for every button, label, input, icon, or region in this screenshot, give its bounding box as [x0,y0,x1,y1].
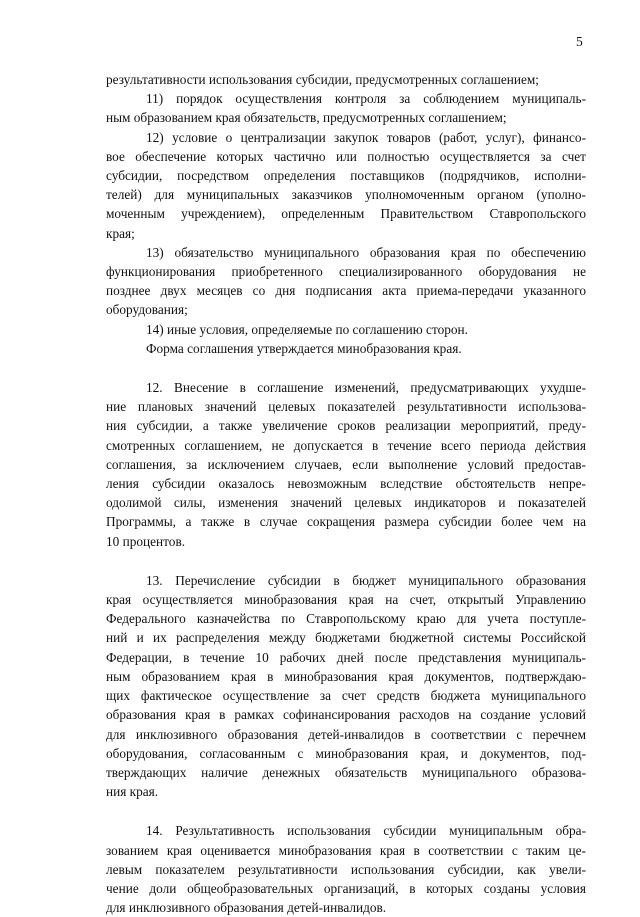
paragraph-p8 [106,821,586,917]
paragraph-p6 [106,378,586,551]
text-line: оборудования, согласованным с минобразования края, и документов, под- [106,745,586,761]
paragraph-p1 [106,89,586,127]
paragraph-p2 [106,128,586,243]
text-line: 10 процентов. [106,533,186,549]
text-line: субсидии, посредством определения поставщиков (подрядчиков, исполни- [106,168,586,184]
text-line: ние плановых значений целевых показателей результативности использова- [106,399,586,415]
document-body [106,70,586,917]
text-line: края осуществляется минобразования края на счет, открытый Управлению [106,592,586,608]
text-line: щих фактическое осуществление за счет средств бюджета муниципального [106,688,586,704]
text-line: ления субсидии оказалось невозможным вследствие обстоятельств непре- [106,476,586,492]
text-line: одолимой силы, изменения значений целевых индикаторов и показателей [106,495,586,511]
page-number: 5 [576,34,583,49]
text-line: Форма соглашения утверждается минобразования края. [146,340,462,356]
text-line: смотренных соглашением, не допускается в течение всего периода действия [106,437,586,453]
text-line: ния края. [106,784,159,800]
paragraph-p0 [106,70,586,89]
text-line: Программы, а также в случае сокращения размера субсидии более чем на [106,514,586,530]
paragraph-spacer [106,801,586,821]
paragraph-p5 [106,339,586,358]
text-line: моченным учреждением), определенным Правительством Ставропольского [106,206,586,222]
text-line: 12. Внесение в соглашение изменений, предусматривающих ухудше- [146,380,586,396]
text-line: функционирования приобретенного специализированного оборудования не [106,264,586,280]
text-line: 13) обязательство муниципального образования края по обеспечению [146,244,586,260]
text-line: ния субсидии, а также увеличение сроков реализации мероприятий, преду- [106,418,586,434]
text-line: ным образованием края обязательств, предусмотренных соглашением; [106,110,507,126]
text-line: ным образованием края в минобразования края документов, подтверждаю- [106,668,586,684]
text-line: оборудования; [106,302,188,318]
text-line: 14. Результативность использования субсидии муниципальным обра- [146,823,586,839]
text-line: зованием края оценивается минобразования края в соответствии с таким це- [106,842,586,858]
paragraph-p4 [106,320,586,339]
text-line: 12) условие о централизации закупок товаров (работ, услуг), финансо- [146,129,586,145]
paragraph-p7 [106,571,586,801]
text-line: Федерального казначейства по Ставропольскому краю для учета поступле- [106,611,586,627]
text-line: края; [106,225,135,241]
text-line: для инклюзивного образования детей-инвалидов. [106,900,387,916]
paragraph-spacer [106,551,586,571]
text-line: соглашения, за исключением случаев, если выполнение условий предостав- [106,456,586,472]
text-line: тверждающих наличие денежных обязательств муниципального образова- [106,764,586,780]
text-line: Федерации, в течение 10 рабочих дней после представления муниципаль- [106,649,586,665]
text-line: результативности использования субсидии, предусмотренных соглашением; [106,72,539,87]
text-line: ний и их распределения между бюджетами бюджетной системы Российской [106,630,586,646]
text-line: чение доли общеобразовательных организаций, в которых созданы условия [106,880,586,896]
text-line: 13. Перечисление субсидии в бюджет муниципального образования [146,572,586,588]
text-line: левым показателем результативности использования субсидии, как увели- [106,861,586,877]
text-line: образования края в рамках софинансирования расходов на создание условий [106,707,586,723]
text-line: вое обеспечение которых частично или полностью осуществляется за счет [106,148,586,164]
text-line: 11) порядок осуществления контроля за соблюдением муниципаль- [146,91,586,107]
text-line: 14) иные условия, определяемые по соглашению сторон. [146,321,468,337]
paragraph-spacer [106,358,586,378]
text-line: позднее двух месяцев со дня подписания акта приема-передачи указанного [106,283,586,299]
text-line: для инклюзивного образования детей-инвалидов в соответствии с перечнем [106,726,586,742]
paragraph-p3 [106,243,586,320]
text-line: телей) для муниципальных заказчиков уполномоченным органом (уполно- [106,187,586,203]
